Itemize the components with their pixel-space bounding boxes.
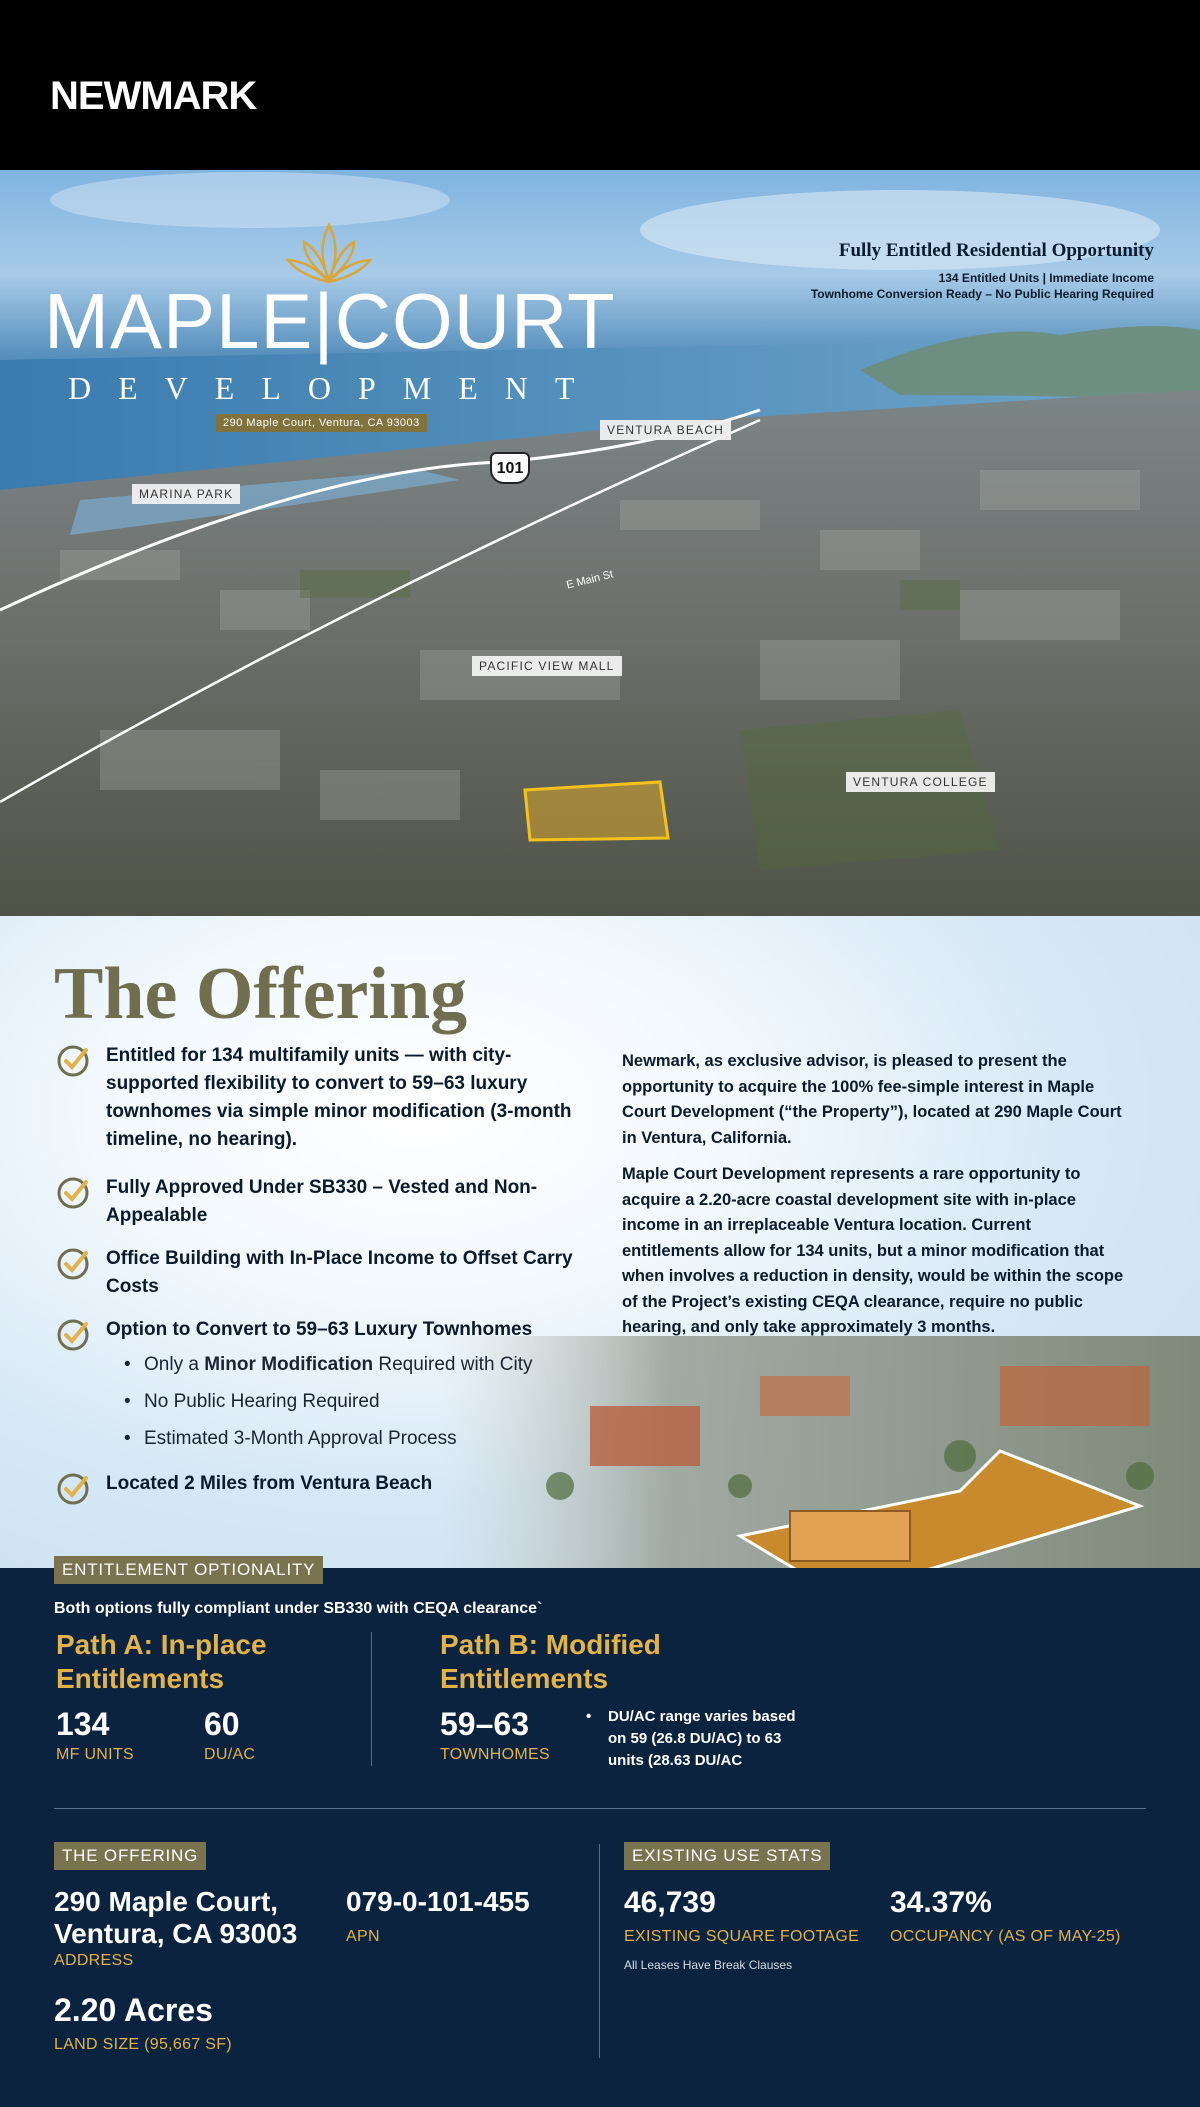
sub-bullet-2: • No Public Hearing Required [124,1391,533,1428]
hero-line-2: Townhome Conversion Ready – No Public Hearing Required [810,287,1154,301]
path-a-duac-label: DU/AC [204,1746,256,1763]
highway-101-shield-icon: 101 [490,452,530,484]
check-item-text: Fully Approved Under SB330 – Vested and Non-Appealable [106,1177,538,1226]
sf-label: EXISTING SQUARE FOOTAGE [624,1928,860,1945]
offering-pill: THE OFFERING [54,1842,206,1870]
sub-bullet-3: • Estimated 3-Month Approval Process [124,1428,533,1465]
divider [371,1632,372,1766]
address-value: 290 Maple Court, Ventura, CA 93003 [54,1886,298,1949]
path-a-title: Path A: In-place Entitlements [56,1629,267,1694]
hero-headline-block [811,240,1154,302]
path-b-note: • DU/AC range varies based on 59 (26.8 DU/AC) to 63 units (28.63 DU/AC [586,1708,796,1769]
check-circle-icon [56,1042,92,1078]
details-section [0,1560,1200,2107]
entitlement-pill: ENTITLEMENT OPTIONALITY [54,1556,323,1584]
address-tag: 290 Maple Court, Ventura, CA 93003 [216,414,427,432]
divider [599,1844,600,2058]
offering-paragraph-1: Newmark, as exclusive advisor, is pleased to present the opportunity to acquire the 100% fee-simple interest in Maple Court Development (“the Property”), located at 290 Maple Court in Ventura, California. [622,1052,1122,1147]
offering-section [0,916,1200,1568]
existing-pill: EXISTING USE STATS [624,1842,830,1870]
section-divider [54,1808,1146,1809]
apn-label: APN [346,1928,380,1945]
label-ventura-college: VENTURA COLLEGE [846,772,995,792]
newmark-logo: NEWMARK [50,74,257,118]
path-a-mf-units-value: 134 [56,1706,110,1742]
check-item-3 [56,1245,576,1301]
site-aerial-image [440,1336,1200,1568]
brand-title: MAPLE|COURT [44,277,616,365]
path-b-title: Path B: Modified Entitlements [440,1629,661,1694]
path-b-townhomes-label: TOWNHOMES [440,1746,550,1763]
address-label: ADDRESS [54,1952,134,1969]
label-ventura-beach: VENTURA BEACH [600,420,731,440]
land-label: LAND SIZE (95,667 SF) [54,2036,232,2053]
check-circle-icon [56,1470,92,1506]
check-circle-icon [56,1245,92,1281]
street-label: E Main St [565,568,615,592]
check-item-text: Entitled for 134 multifamily units — with city-supported flexibility to convert to 59–63 luxury townhomes via simple minor modification (3-month timeline, no hearing). [106,1045,572,1150]
check-item-2 [56,1174,576,1230]
offering-paragraph-2: Maple Court Development represents a rare opportunity to acquire a 2.20-acre coastal development site with in-place income in an irreplaceable Ventura location. Current entitlements allow for 134 units, but a minor modification that when involves a reduction in density, would be within the scope of the Project’s existing CEQA clearance, require no public hearing, and only take approximately 3 months. [622,1165,1124,1336]
path-a-duac-value: 60 [204,1706,240,1742]
sf-value: 46,739 [624,1886,716,1919]
path-a-mf-units-label: MF UNITS [56,1746,134,1763]
check-item-text: Office Building with In-Place Income to Offset Carry Costs [106,1248,573,1297]
hero-headline: Fully Entitled Residential Opportunity [838,240,1154,261]
sf-note: All Leases Have Break Clauses [624,1958,793,1972]
sub-bullet-list [124,1354,533,1465]
hero-aerial [0,170,1200,916]
check-circle-icon [56,1174,92,1210]
path-b-townhomes-value: 59–63 [440,1706,529,1742]
sub-bullet-1: • Only a Minor Modification Required with City [124,1354,533,1391]
top-bar [0,0,1200,170]
check-item-4 [56,1316,596,1352]
check-item-text: Option to Convert to 59–63 Luxury Townhomes [106,1319,533,1340]
hero-line-1: 134 Entitled Units | Immediate Income [938,271,1154,285]
check-circle-icon [56,1316,92,1352]
check-item-5 [56,1470,576,1506]
label-marina-park: MARINA PARK [132,484,240,504]
check-item-text: Located 2 Miles from Ventura Beach [106,1473,433,1494]
occupancy-value: 34.37% [890,1886,992,1919]
land-value: 2.20 Acres [54,1992,213,2028]
offering-title: The Offering [54,953,468,1035]
entitlement-intro: Both options fully compliant under SB330 with CEQA clearance` [54,1600,543,1617]
brand-subtitle: DEVELOPMENT [68,370,602,406]
label-pacific-view-mall: PACIFIC VIEW MALL [472,656,622,676]
apn-value: 079-0-101-455 [346,1886,530,1917]
check-item-1 [56,1042,576,1154]
occupancy-label: OCCUPANCY (AS OF MAY-25) [890,1928,1121,1945]
